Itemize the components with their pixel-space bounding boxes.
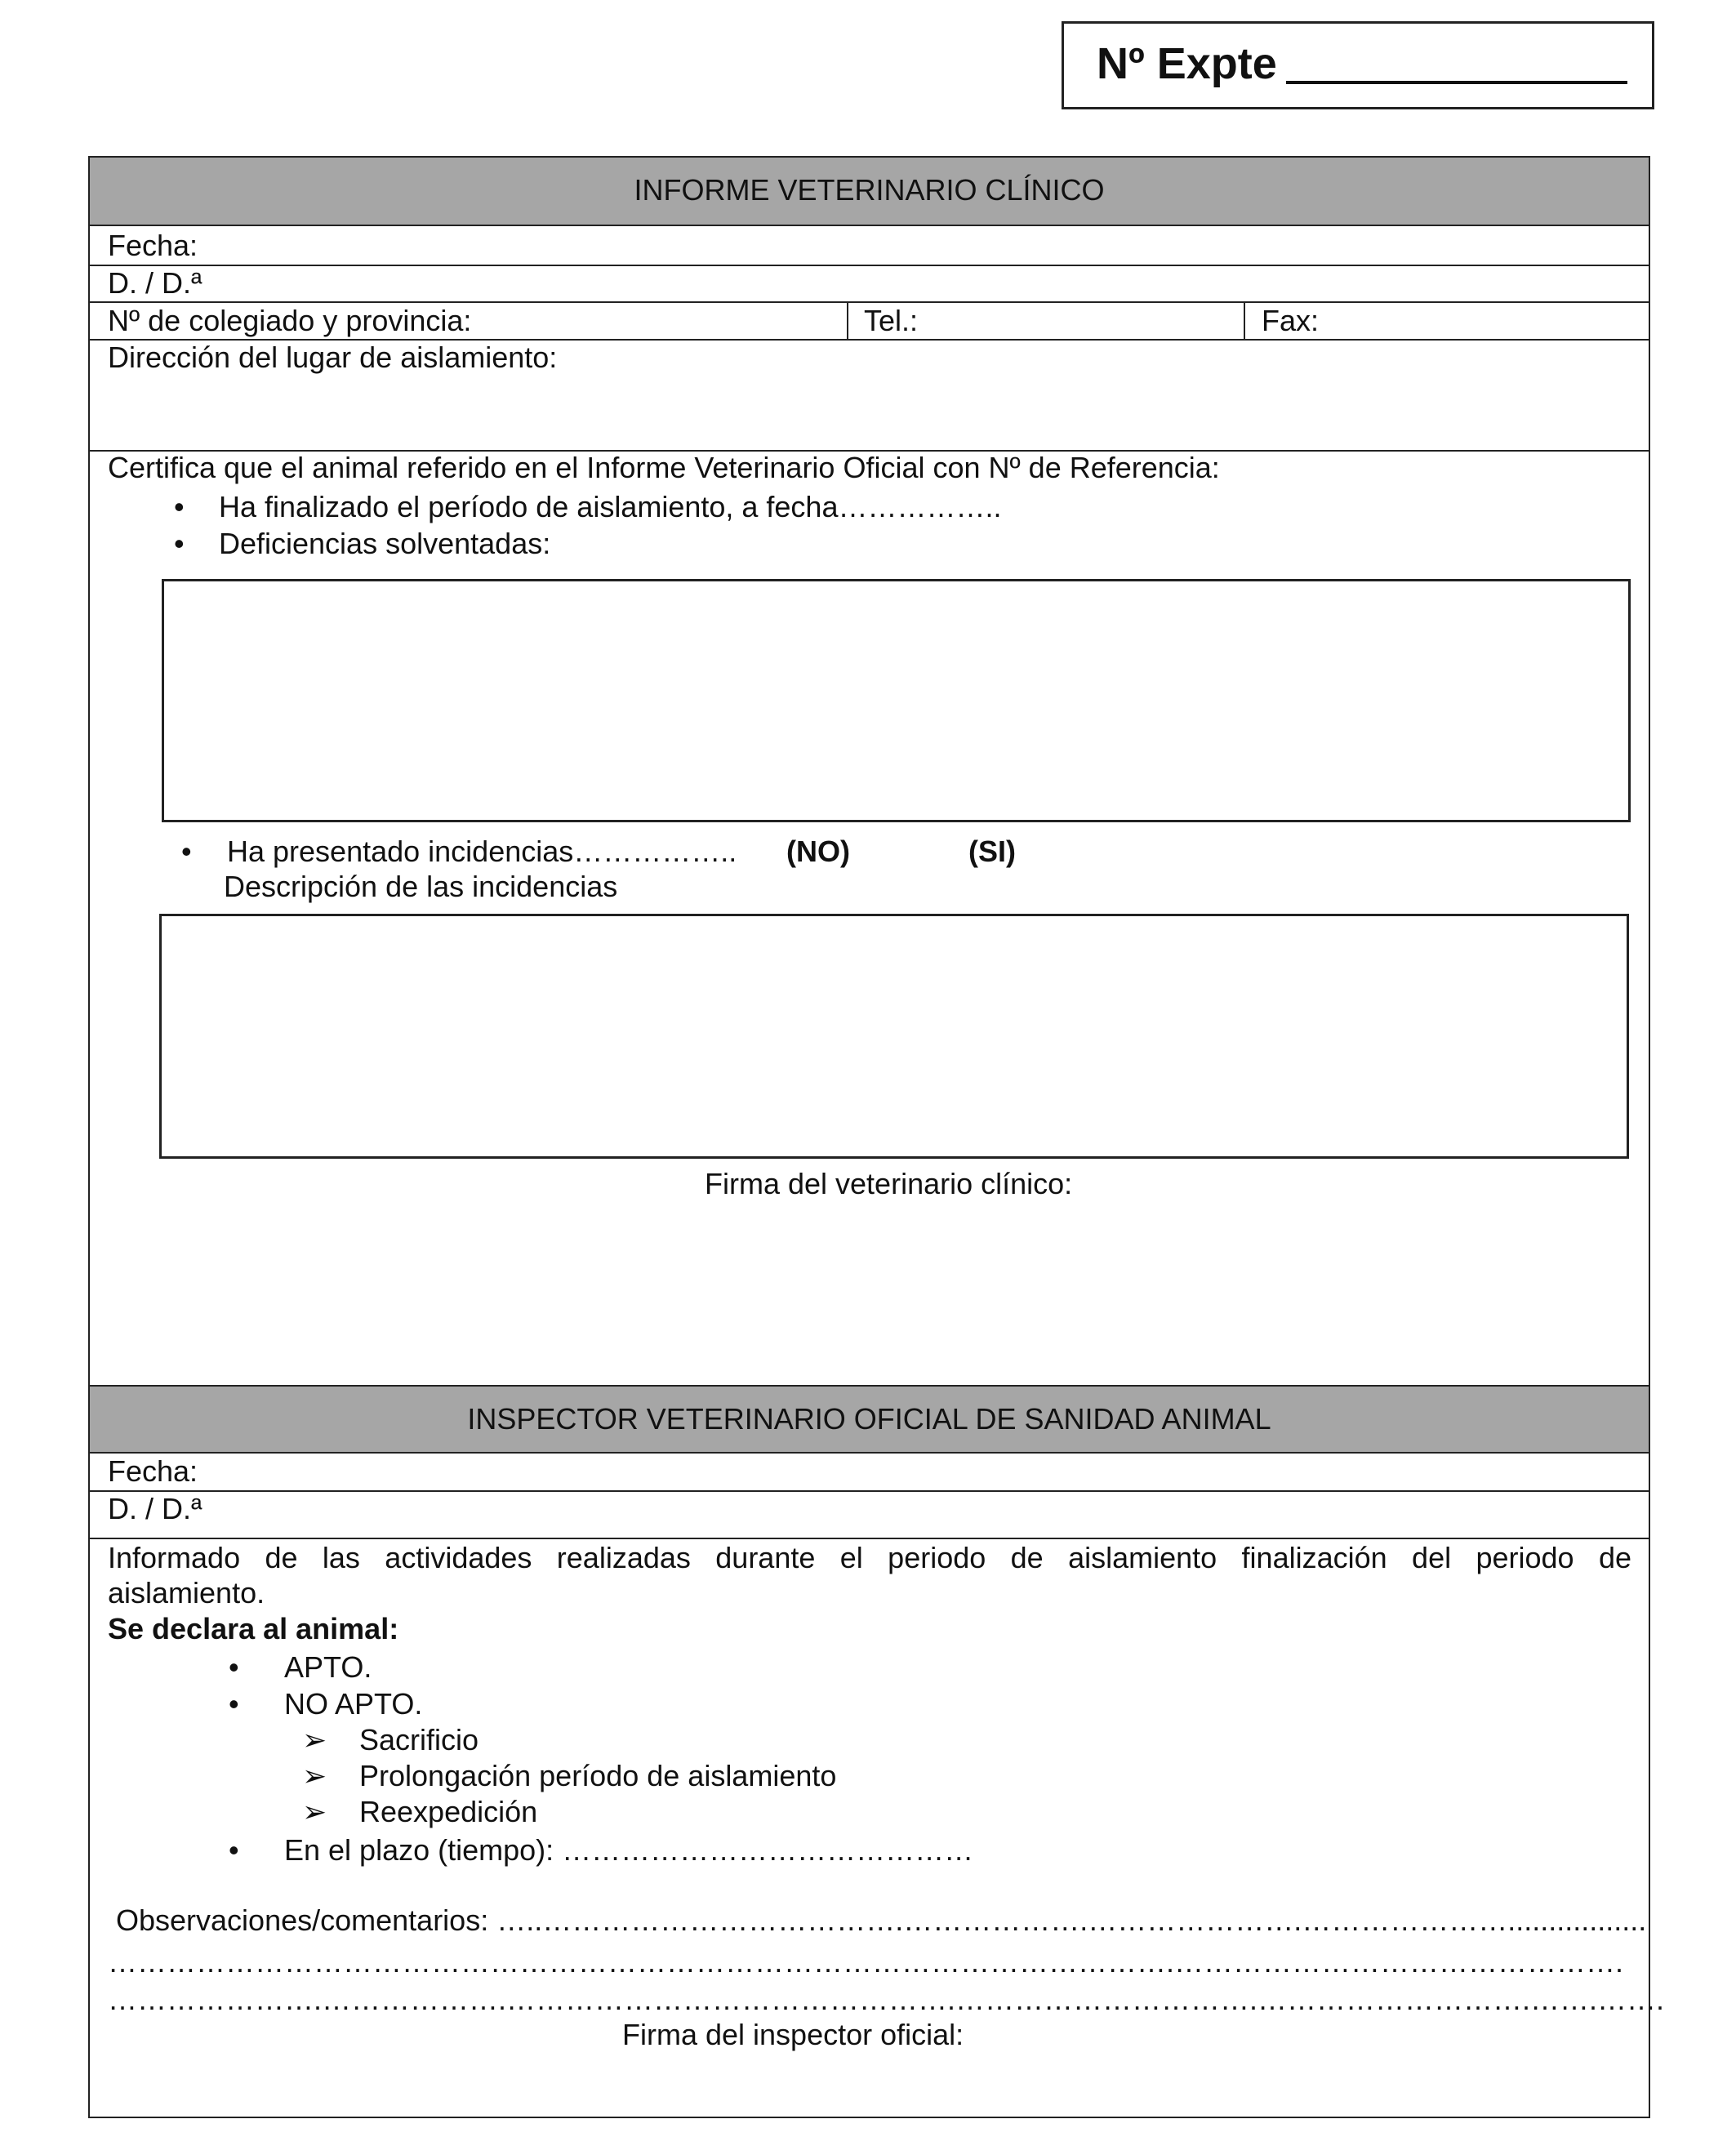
incidencias-textarea[interactable] (159, 914, 1629, 1159)
prolongacion-option[interactable]: Prolongación período de aislamiento (359, 1759, 837, 1792)
firma-clinico-label: Firma del veterinario clínico: (705, 1167, 1073, 1200)
tel-label: Tel.: (864, 304, 919, 337)
nombre-label: D. / D.ª (108, 266, 203, 300)
section-header-oficial (90, 1385, 1649, 1454)
bullet-icon: • (229, 1687, 239, 1721)
certifica-text: Certifica que el animal referido en el Informe Veterinario Oficial con Nº de Referencia: (108, 451, 1220, 484)
deficiencias-textarea[interactable] (162, 579, 1631, 822)
apto-option[interactable]: APTO. (284, 1650, 372, 1684)
row-divider (90, 265, 1649, 266)
section-title-clinico: INFORME VETERINARIO CLÍNICO (634, 173, 1105, 207)
declara-label: Se declara al animal: (108, 1612, 399, 1645)
sacrificio-option[interactable]: Sacrificio (359, 1723, 479, 1756)
option-si[interactable]: (SI) (968, 835, 1016, 868)
arrow-icon: ➢ (302, 1795, 327, 1828)
bullet-icon: • (229, 1833, 239, 1867)
bullet-icon: • (174, 490, 185, 523)
nombre-oficial-label: D. / D.ª (108, 1492, 203, 1525)
bullet-icon: • (174, 527, 185, 560)
bullet-icon: • (229, 1650, 239, 1684)
form-table (88, 156, 1665, 2118)
arrow-icon: ➢ (302, 1723, 327, 1756)
expediente-label: Nº Expte (1097, 39, 1277, 88)
section-header-clinico (90, 158, 1649, 226)
informado-text-line1: Informado de las actividades realizadas durante el periodo de aislamiento finalización del periodo de (108, 1541, 1631, 1574)
row-divider (90, 1538, 1649, 1539)
colegiado-label: Nº de colegiado y provincia: (108, 304, 472, 337)
reexpedicion-option[interactable]: Reexpedición (359, 1795, 538, 1828)
fax-label: Fax: (1262, 304, 1320, 337)
no-apto-option[interactable]: NO APTO. (284, 1687, 423, 1721)
cell-divider (847, 301, 848, 339)
direccion-label: Dirección del lugar de aislamiento: (108, 341, 558, 374)
observaciones-field[interactable]: Observaciones/comentarios: …..……………………………….……………….………………….…………………................. (116, 1903, 1647, 1937)
bullet-icon: • (181, 835, 192, 868)
observaciones-line-2[interactable]: ………………….……………….……………………………………….………………………….……………………….…….……. (108, 1983, 1665, 2016)
plazo-field[interactable]: En el plazo (tiempo): …………………………………… (284, 1833, 974, 1867)
firma-oficial-label: Firma del inspector oficial: (622, 2018, 964, 2051)
deficiencias-item: Deficiencias solventadas: (219, 527, 551, 560)
cell-divider (1244, 301, 1245, 339)
informado-text-line2: aislamiento. (108, 1576, 265, 1609)
observaciones-line-1[interactable]: ……………………………………………………………………………………………….………………………………………. (108, 1945, 1624, 1979)
fecha-oficial-label: Fecha: (108, 1454, 198, 1488)
descripcion-label: Descripción de las incidencias (224, 870, 618, 903)
expediente-field[interactable] (1286, 81, 1627, 84)
arrow-icon: ➢ (302, 1759, 327, 1792)
row-divider (90, 301, 1649, 303)
section-title-oficial: INSPECTOR VETERINARIO OFICIAL DE SANIDAD ANIMAL (467, 1402, 1271, 1436)
option-no[interactable]: (NO) (786, 835, 850, 868)
finalizado-item: Ha finalizado el período de aislamiento, a fecha…………….. (219, 490, 1002, 523)
expediente-box (1062, 21, 1654, 109)
row-divider (90, 1490, 1649, 1492)
fecha-label: Fecha: (108, 229, 198, 262)
incidencias-item: Ha presentado incidencias…………….. (227, 835, 737, 868)
